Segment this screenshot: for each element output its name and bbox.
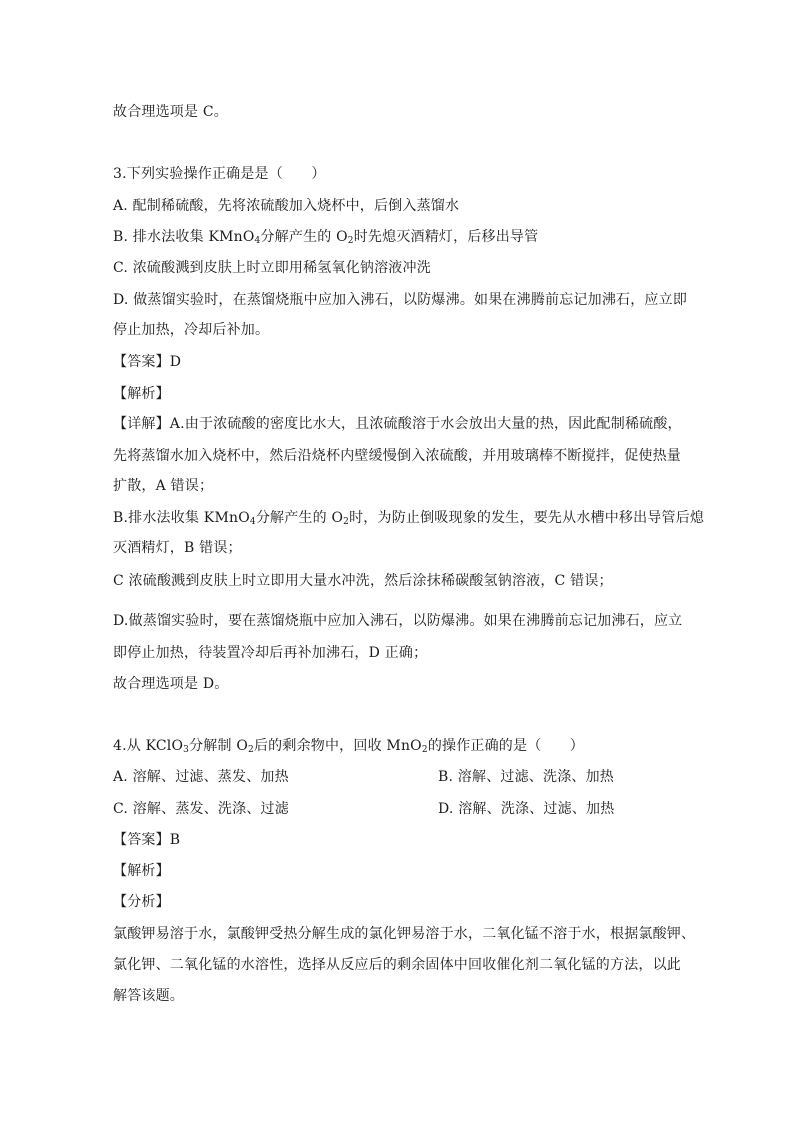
q4-analysis-label: 【解析】 xyxy=(113,863,170,879)
subscript: 2 xyxy=(248,745,254,755)
subscript: 4 xyxy=(249,517,256,527)
q3-option-d-line2: 停止加热，冷却后补加。 xyxy=(113,322,270,338)
subscript: 2 xyxy=(421,745,428,755)
q3-option-d-line1: D. 做蒸馏实验时，在蒸馏烧瓶中应加入沸石，以防爆沸。如果在沸腾前忘记加沸石，应立即 xyxy=(113,292,688,308)
subscript: 2 xyxy=(343,517,350,527)
q4-option-a: A. 溶解、过滤、蒸发、加热 xyxy=(113,769,289,785)
q4-answer: 【答案】B xyxy=(113,832,181,848)
q2-conclusion: 故合理选项是 C。 xyxy=(113,104,228,120)
q4-stem-text: 分解制 O xyxy=(189,738,249,754)
q3-option-c: C. 浓硫酸溅到皮肤上时立即用稀氢氧化钠溶液冲洗 xyxy=(113,260,431,276)
q4-stem-text: 后的剩余物中，回收 MnO xyxy=(253,738,422,754)
q4-stem xyxy=(113,736,584,756)
q3-conclusion: 故合理选项是 D。 xyxy=(113,676,229,692)
q3-detail-b-text: 分解产生的 O xyxy=(255,510,344,526)
q4-analysis-line1: 氯酸钾易溶于水，氯酸钾受热分解生成的氯化钾易溶于水，二氧化锰不溶于水，根据氯酸钾、 xyxy=(113,926,696,942)
q3-detail-b-text: B.排水法收集 KMnO xyxy=(113,510,250,526)
q4-analysis-line3: 解答该题。 xyxy=(113,988,184,1004)
q4-option-c: C. 溶解、蒸发、洗涤、过滤 xyxy=(113,801,289,817)
q3-analysis-label: 【解析】 xyxy=(113,386,170,402)
q4-stem-text: 4.从 KClO xyxy=(113,738,184,754)
subscript: 4 xyxy=(254,236,261,246)
q4-analysis-line2: 氯化钾、二氧化锰的水溶性，选择从反应后的剩余固体中回收催化剂二氧化锰的方法，以此 xyxy=(113,957,681,973)
q3-detail-a-line2: 先将蒸馏水加入烧杯中，然后沿烧杯内壁缓慢倒入浓硫酸，并用玻璃棒不断搅拌，促使热量 xyxy=(113,448,681,464)
q3-detail-c: C 浓硫酸溅到皮肤上时立即用大量水冲洗，然后涂抹稀碳酸氢钠溶液，C 错误； xyxy=(113,573,613,589)
q3-option-b-text: 时先熄灭酒精灯，后移出导管 xyxy=(353,229,539,245)
q3-detail-d-line2: 即停止加热，待装置冷却后再补加沸石，D 正确； xyxy=(113,645,428,661)
q3-option-b-text: B. 排水法收集 KMnO xyxy=(113,229,255,245)
q4-analysis-sub-label: 【分析】 xyxy=(113,894,170,910)
q3-detail-a-line3: 扩散，A 错误； xyxy=(113,478,214,494)
q4-stem-text: 的操作正确的是（ ） xyxy=(427,738,585,754)
q3-detail-b-text: 时，为防止倒吸现象的发生，要先从水槽中移出导管后熄 xyxy=(349,510,705,526)
q3-detail-b-line2: 灭酒精灯，B 错误； xyxy=(113,540,242,556)
q3-option-b-text: 分解产生的 O xyxy=(260,229,348,245)
q3-detail-d-line1: D.做蒸馏实验时，要在蒸馏烧瓶中应加入沸石，以防爆沸。如果在沸腾前忘记加沸石，应立 xyxy=(113,613,683,629)
q3-option-a: A. 配制稀硫酸，先将浓硫酸加入烧杯中，后倒入蒸馏水 xyxy=(113,198,460,214)
subscript: 2 xyxy=(347,236,354,246)
q3-detail-b-line1 xyxy=(113,508,704,528)
subscript: 3 xyxy=(183,745,190,755)
q3-option-b xyxy=(113,227,538,247)
q3-stem: 3.下列实验操作正确是是（ ） xyxy=(113,166,326,182)
q3-detail-a-line1: 【详解】A.由于浓硫酸的密度比水大，且浓硫酸溶于水会放出大量的热，因此配制稀硫酸， xyxy=(113,416,682,432)
q3-answer: 【答案】D xyxy=(113,354,182,370)
q4-option-d: D. 溶解、洗涤、过滤、加热 xyxy=(438,801,615,817)
q4-option-b: B. 溶解、过滤、洗涤、加热 xyxy=(438,769,614,785)
